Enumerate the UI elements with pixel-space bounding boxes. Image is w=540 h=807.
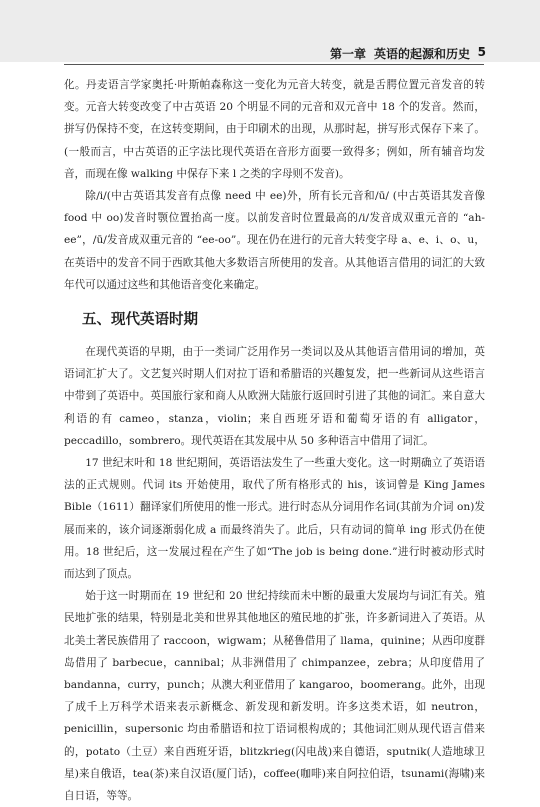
chapter-title: 英语的起源和历史 [373,47,470,61]
page-body [64,74,485,807]
chapter-label: 第一章 [329,47,366,61]
paragraph-vocabulary: 始于这一时期而在 19 世纪和 20 世纪持续而未中断的最重大发展均与词汇有关。殖民地扩张的结果，特别是北美和世界其他地区的殖民地的扩张，许多新词进入了英语。从北美土著民族借用了 raccoon，wigwam；从秘鲁借用了 llama，quinine；从西印度群岛借用了 barbecue，cannibal；从非洲借用了 chimpanzee，zebra；从印度借用了 bandanna，curry，punch；从澳大利亚借用了 kangaroo，boomerang。此外，出现了成千上万科学术语来表示新概念、新发现和新发明。许多这类术语，如 neutron，penicillin，supersonic 均由希腊语和拉丁语词根构成的；其他词汇则从现代语言借来的，potato（土豆）来自西班牙语，blitzkrieg(闪电战)来自德语，sputnik(人造地球卫星)来自俄语，tea(茶)来自汉语(厦门话)，coffee(咖啡)来自阿拉伯语，tsunami(海啸)来自日语，等等。 [64,590,485,803]
paragraph-vowel-shift: 除/i/(中古英语其发音有点像 need 中 ee)外，所有长元音和/ū/ (中古英语其发音像 food 中 oo)发音时颚位置抬高一度。以前发音时位置最高的/i/发音成双重元音的 “ah-ee”，/ū/发音成双重元音的 “ee-oo”。现在仍在进行的元音大转变字母 a、e、i、o、u，在英语中的发音不同于西欧其他大多数语言所使用的发音。从其他语言借用的词汇的大致年代可以通过这些和其他语音变化来确定。 [64,190,485,291]
running-head [330,45,470,62]
page-number: 5 [477,45,486,59]
page-header [0,0,540,62]
section-heading: 五、现代英语时期 [82,312,198,329]
paragraph-early-modern: 在现代英语的早期，由于一类词广泛用作另一类词以及从其他语言借用词的增加，英语词汇扩大了。文艺复兴时期人们对拉丁语和希腊语的兴趣复发，把一些新词从这些语言中带到了英语中。英国旅行家和商人从欧洲大陆旅行返回时引进了其他的词汇。来自意大利语的有 cameo，stanza，violin；来自西班牙语和葡萄牙语的有 alligator，peccadillo，sombrero。现代英语在其发展中从 50 多种语言中借用了词汇。 [64,346,485,447]
paragraph-continued: 化。丹麦语言学家奥托·叶斯帕森称这一变化为元音大转变，就是舌腭位置元音发音的转变。元音大转变改变了中古英语 20 个明显不同的元音和双元音中 18 个的发音。然而，拼写仍保持不变，在这转变期间，由于印刷术的出现，从那时起，拼写形式保存下来了。(一般而言，中古英语的正字法比现代英语在音形方面要一致得多；例如，所有辅音均发音，而现在像 walking 中保存下来 l 之类的字母则不发音)。 [64,79,485,180]
header-rule [64,64,484,65]
paragraph-grammar-changes: 17 世纪末叶和 18 世纪期间，英语语法发生了一些重大变化。这一时期确立了英语语法的正式规则。代词 its 开始使用，取代了所有格形式的 his，该词曾是 King James Bible（1611）翻译家们所使用的惟一形式。进行时态从分词用作名词(其前为介词 on)发展而来的，该介词逐渐弱化成 a 而最终消失了。此后，只有动词的简单 ing 形式仍在使用。18 世纪后，这一发展过程在产生了如“The job is being done.”进行时被动形式时而达到了顶点。 [64,457,485,581]
